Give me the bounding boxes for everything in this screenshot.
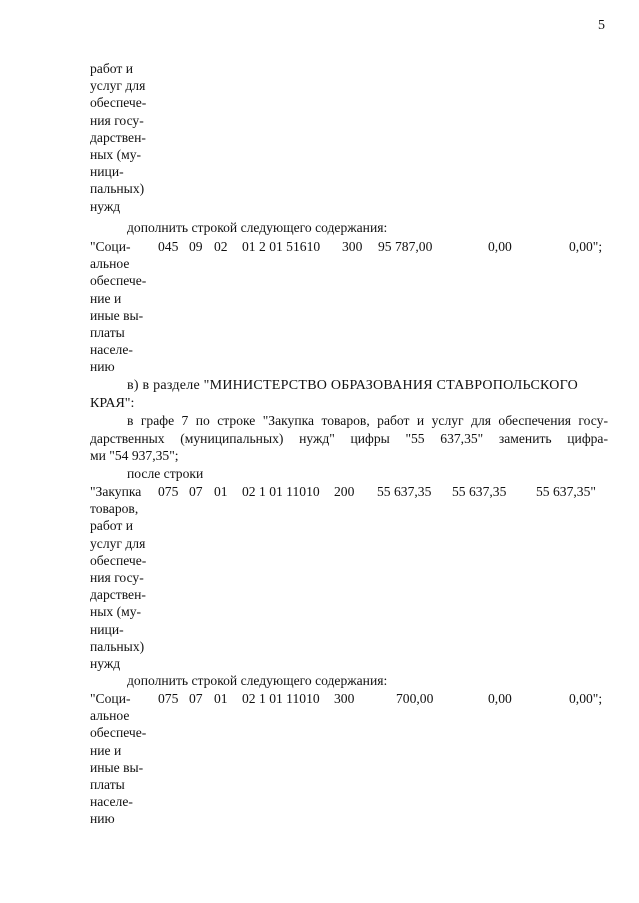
cell-amount-2: 55 637,35: [452, 484, 507, 499]
cell-section: 09: [189, 239, 203, 254]
cell-target-article: 01 2 01 51610: [242, 239, 321, 254]
cell-subsection: 01: [214, 691, 228, 706]
label-line: нию: [90, 811, 115, 827]
section-heading-line: в) в разделе "МИНИСТЕРСТВО ОБРАЗОВАНИЯ СТАВРОПОЛЬСКОГО: [127, 378, 579, 393]
label-line: населе-: [90, 342, 133, 358]
label-line: обеспече-: [90, 95, 147, 111]
label-line: работ и: [90, 518, 133, 534]
label-line: работ и: [90, 61, 133, 76]
label-line: платы: [90, 325, 125, 341]
cell-expense-type: 200: [334, 484, 355, 499]
cell-amount-3: 0,00";: [569, 691, 603, 706]
label-line: ници-: [90, 621, 124, 637]
row-label-social: [90, 690, 146, 828]
label-line: обеспече-: [90, 552, 147, 568]
label-line: пальных): [90, 181, 145, 197]
cell-ministry-code: 075: [158, 691, 179, 706]
label-line: нужд: [90, 198, 121, 214]
label-line: товаров,: [90, 501, 139, 517]
page-number: 5: [598, 18, 605, 33]
cell-subsection: 01: [214, 484, 228, 499]
label-line: ния госу-: [90, 112, 144, 128]
cell-amount-3: 0,00";: [569, 239, 603, 254]
label-line: обеспече-: [90, 273, 147, 289]
label-line: дарствен-: [90, 587, 146, 603]
row-label-procurement: [90, 483, 146, 672]
cell-ministry-code: 075: [158, 484, 179, 499]
label-line: нужд: [90, 656, 121, 672]
row-label-social: [90, 238, 146, 376]
label-line: услуг для: [90, 78, 146, 94]
add-row-instruction: дополнить строкой следующего содержания:: [127, 220, 388, 235]
cell-amount-2: 0,00: [488, 239, 512, 254]
cell-section: 07: [189, 691, 203, 706]
label-line: нию: [90, 359, 115, 375]
label-line: ния госу-: [90, 570, 144, 586]
label-line: альное: [90, 708, 130, 724]
paragraph-line: ми "54 937,35";: [90, 448, 179, 463]
cell-ministry-code: 045: [158, 239, 179, 254]
cell-amount-1: 95 787,00: [378, 239, 433, 254]
add-row-instruction: дополнить строкой следующего содержания:: [127, 673, 388, 688]
label-line: иные вы-: [90, 307, 144, 323]
label-line: обеспече-: [90, 725, 147, 741]
label-line: иные вы-: [90, 759, 144, 775]
paragraph-line: в графе 7 по строке "Закупка товаров, работ и услуг для обеспечения госу-: [127, 413, 608, 428]
cell-amount-2: 0,00: [488, 691, 512, 706]
label-line: населе-: [90, 794, 133, 810]
cell-expense-type: 300: [334, 691, 355, 706]
label-line: "Соци-: [90, 239, 131, 254]
label-line: ние и: [90, 742, 122, 758]
label-line: альное: [90, 256, 130, 272]
label-line: ных (му-: [90, 147, 142, 163]
label-line: платы: [90, 777, 125, 793]
cell-amount-1: 700,00: [396, 691, 434, 706]
cell-amount-1: 55 637,35: [377, 484, 432, 499]
row-label-procurement-continued: [90, 60, 146, 215]
cell-expense-type: 300: [342, 239, 363, 254]
section-heading-line: КРАЯ":: [90, 396, 135, 411]
after-row-instruction: после строки: [127, 466, 204, 481]
cell-subsection: 02: [214, 239, 228, 254]
label-line: услуг для: [90, 535, 146, 551]
label-line: пальных): [90, 638, 145, 654]
cell-section: 07: [189, 484, 203, 499]
paragraph-line: дарственных (муниципальных) нужд" цифры "55 637,35" заменить цифра-: [90, 431, 608, 446]
label-line: дарствен-: [90, 129, 146, 145]
label-line: "Закупка: [90, 484, 142, 499]
cell-target-article: 02 1 01 11010: [242, 691, 320, 706]
label-line: ници-: [90, 164, 124, 180]
label-line: ных (му-: [90, 604, 142, 620]
label-line: "Соци-: [90, 691, 131, 706]
cell-target-article: 02 1 01 11010: [242, 484, 320, 499]
cell-amount-3: 55 637,35": [536, 484, 596, 499]
label-line: ние и: [90, 290, 122, 306]
